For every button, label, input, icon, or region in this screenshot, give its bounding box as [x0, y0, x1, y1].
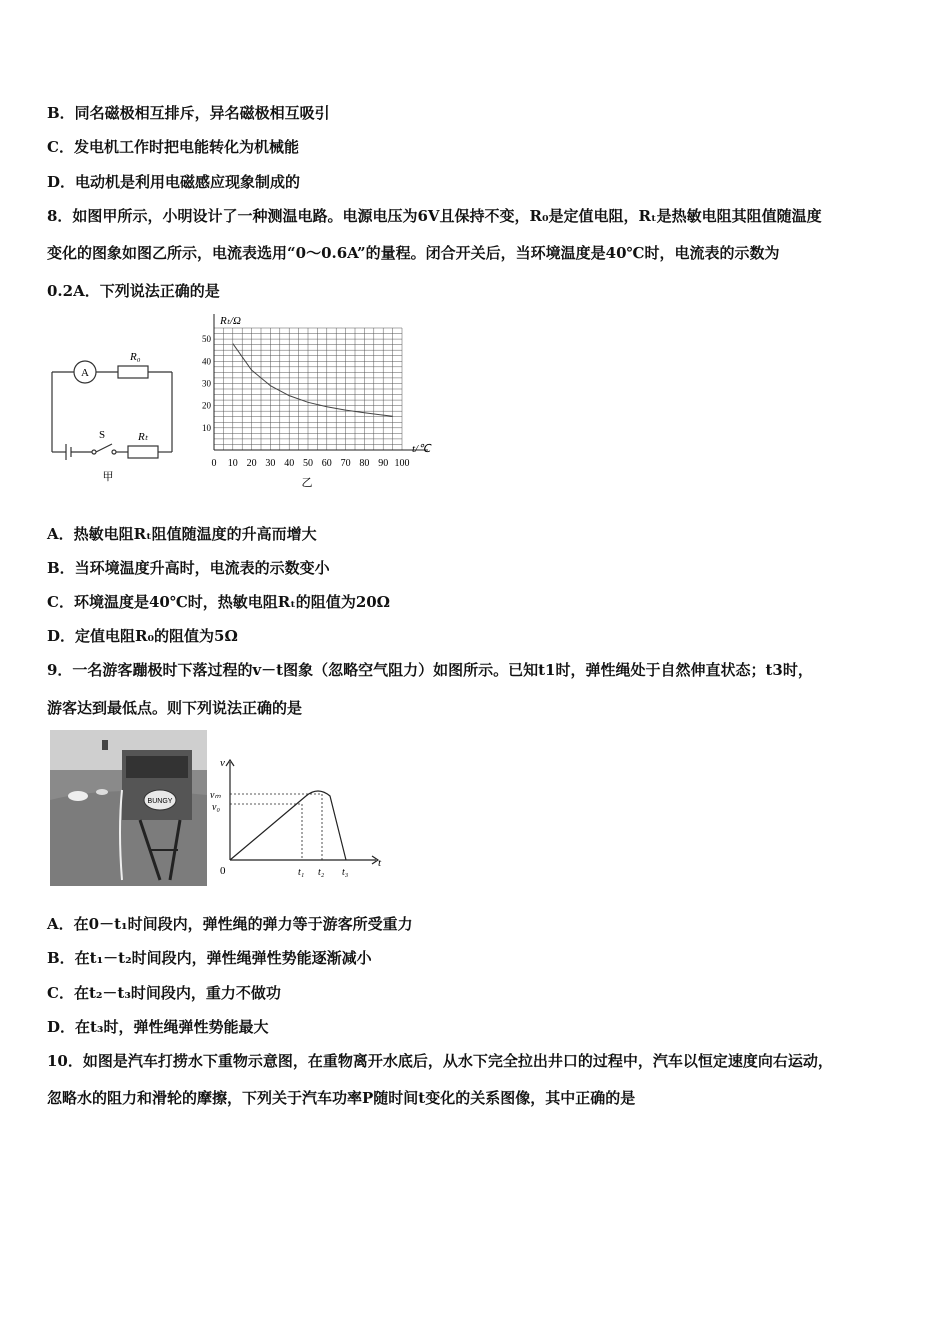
q9-option-c: C．在t₂－t₃时间段内，重力不做功	[47, 984, 281, 1002]
q7-option-c: C．发电机工作时把电能转化为机械能	[47, 138, 299, 156]
q9-option-a: A．在0－t₁时间段内，弹性绳的弹力等于游客所受重力	[47, 915, 413, 933]
q9-option-d: D．在t₃时，弹性绳弹性势能最大	[47, 1018, 269, 1036]
q8-stem-line1: 8．如图甲所示，小明设计了一种测温电路。电源电压为6V且保持不变，R₀是定值电阻，Rₜ是热敏电阻其阻值随温度	[47, 207, 822, 225]
x-tick-label: 0	[211, 458, 217, 469]
y-tick-label: 40	[202, 356, 211, 367]
vm-label: vₘ	[210, 790, 221, 801]
origin-label: 0	[220, 865, 226, 877]
chart-grid	[214, 314, 428, 450]
t-axis-label: t	[378, 857, 382, 869]
vt-graph	[206, 752, 386, 882]
q10-stem-line1: 10．如图是汽车打捞水下重物示意图，在重物离开水底后，从水下完全拉出井口的过程中，汽车以恒定速度向右运动，	[47, 1052, 833, 1070]
y-tick-label: 30	[202, 378, 211, 389]
switch-label: S	[99, 429, 106, 441]
t2-label: t₂	[318, 867, 325, 878]
q8-option-b: B．当环境温度升高时，电流表的示数变小	[47, 559, 330, 577]
x-tick-label: 10	[227, 458, 238, 469]
x-tick-label: 40	[284, 458, 295, 469]
x-tick-label: 50	[303, 458, 313, 469]
t1-label: t₁	[298, 867, 305, 878]
q8-stem-line3: 0.2A．下列说法正确的是	[47, 282, 220, 300]
v-axis-label: v	[220, 757, 225, 769]
t3-label: t₃	[342, 867, 349, 878]
y-tick-label: 50	[202, 334, 211, 345]
q7-option-d: D．电动机是利用电磁感应现象制成的	[47, 173, 301, 191]
chart-ylabel: Rₜ/Ω	[220, 315, 241, 327]
q9-option-b: B．在t₁－t₂时间段内，弹性绳弹性势能逐渐减小	[47, 949, 372, 967]
x-tick-label: 20	[246, 458, 257, 469]
chart-xlabel: t/℃	[412, 443, 431, 455]
rt-label: Rₜ	[138, 431, 148, 443]
ammeter-label: A	[81, 367, 89, 379]
q8-option-a: A．热敏电阻Rₜ阻值随温度的升高而增大	[47, 525, 317, 543]
bungee-photo	[50, 730, 207, 886]
q10-stem-line2: 忽略水的阻力和滑轮的摩擦，下列关于汽车功率P随时间t变化的关系图像，其中正确的是	[47, 1089, 636, 1107]
rt-temperature-chart	[192, 308, 437, 493]
x-tick-label: 90	[378, 458, 389, 469]
x-tick-label: 60	[321, 458, 332, 469]
r0-label: R₀	[130, 351, 141, 363]
circuit-diagram	[44, 328, 179, 488]
v0-label: v₀	[212, 802, 220, 813]
y-tick-label: 20	[202, 400, 211, 411]
circuit-caption: 甲	[102, 471, 114, 483]
q9-stem-line2: 游客达到最低点。则下列说法正确的是	[47, 699, 303, 717]
q7-option-b: B．同名磁极相互排斥，异名磁极相互吸引	[47, 104, 330, 122]
q8-option-c: C．环境温度是40℃时，热敏电阻Rₜ的阻值为20Ω	[47, 593, 391, 611]
q8-stem-line2: 变化的图象如图乙所示，电流表选用“0～0.6A”的量程。闭合开关后，当环境温度是40℃时，电流表的示数为	[47, 244, 780, 262]
x-tick-label: 30	[265, 458, 276, 469]
bungy-sign: BUNGY	[147, 798, 173, 805]
q9-stem-line1: 9．一名游客蹦极时下落过程的v－t图象（忽略空气阻力）如图所示。已知t1时，弹性绳处于自然伸直状态；t3时，	[47, 661, 813, 679]
rt-curve	[233, 344, 393, 417]
x-tick-label: 80	[359, 458, 370, 469]
y-tick-label: 10	[202, 422, 211, 433]
chart-caption: 乙	[301, 477, 313, 489]
x-tick-label: 70	[340, 458, 351, 469]
x-tick-label: 100	[394, 458, 410, 469]
q8-option-d: D．定值电阻R₀的阻值为5Ω	[47, 627, 238, 645]
